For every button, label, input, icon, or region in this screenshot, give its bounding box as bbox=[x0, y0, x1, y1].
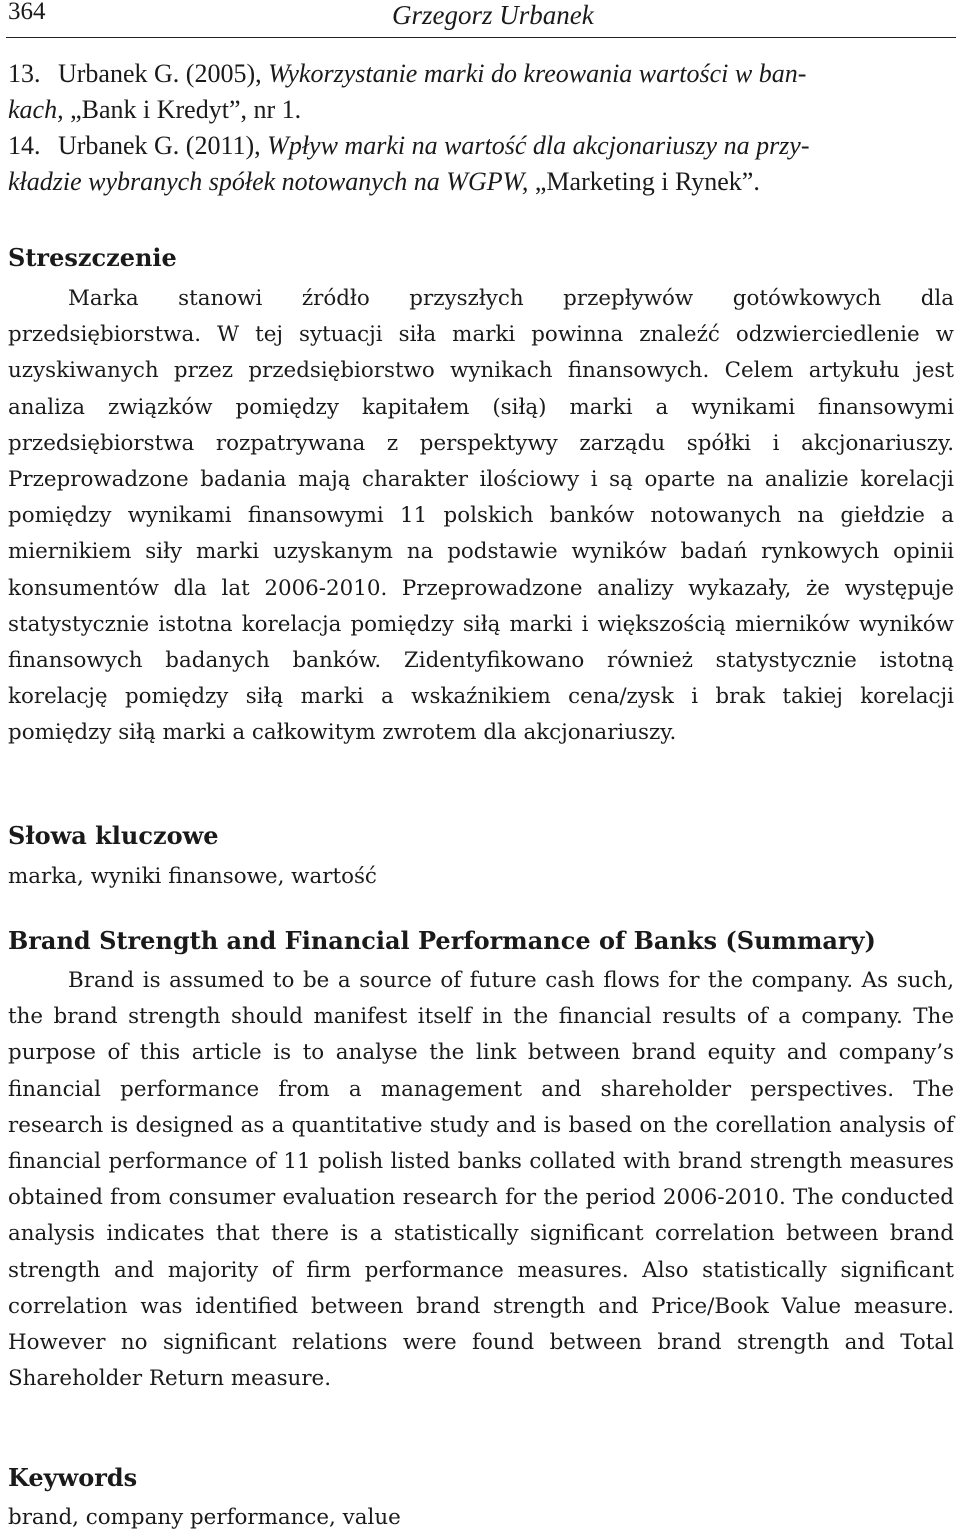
reference-authors: Urbanek G. (2005), bbox=[58, 59, 262, 88]
abstract-pl-text: Marka stanowi źródło przyszłych przepływów gotówkowych dla przedsiębiorstwa. W tej sytuacji siła marki powinna znaleźć odzwierciedlenie w uzyskiwanych przez przedsiębiorstwo wynikach finansowych. Celem artykułu jest analiza związków pomiędzy kapitałem (siłą) marki a wynikami finansowymi przedsiębiorstwa rozpatrywana z perspektywy zarządu spółki i akcjonariuszy. Przeprowadzone badania mają charakter ilościowy i są oparte na analizie korelacji pomiędzy wynikami finansowymi 11 polskich banków notowanych na giełdzie a miernikiem siły marki uzyskanym na podstawie wyników badań rynkowych opinii konsumentów dla lat 2006-2010. Przeprowadzone analizy wykazały, że występuje statystycznie istotna korelacja pomiędzy siłą marki i większością mierników wyników finansowych badanych banków. Zidentyfikowano również statystycznie istotną korelację pomiędzy siłą marki a wskaźnikiem cena/zysk i brak takiej korelacji pomiędzy siłą marki a całkowitym zwrotem dla akcjonariuszy. bbox=[8, 286, 954, 746]
keywords-pl-text: marka, wyniki finansowe, wartość bbox=[8, 864, 377, 889]
reference-authors: Urbanek G. (2011), bbox=[58, 131, 261, 160]
abstract-pl-heading: Streszczenie bbox=[8, 243, 177, 272]
reference-title-cont: kach, bbox=[8, 95, 64, 124]
keywords-en-heading: Keywords bbox=[8, 1463, 138, 1492]
reference-title-cont: kładzie wybranych spółek notowanych na WGPW, bbox=[8, 167, 529, 196]
reference-list bbox=[8, 56, 952, 200]
keywords-pl-heading: Słowa kluczowe bbox=[8, 821, 219, 850]
abstract-en-text: Brand is assumed to be a source of future cash flows for the company. As such, the brand strength should manifest itself in the financial results of a company. The purpose of this article is to analyse the link between brand equity and company’s financial performance from a management and shareholder perspectives. The research is designed as a quantitative study and is based on the corellation analysis of financial performance of 11 polish listed banks collated with brand strength measures obtained from consumer evaluation research for the period 2006-2010. The conducted analysis indicates that there is a statistically significant correlation between brand strength and majority of firm performance measures. Also statistically significant correlation was identified between brand strength and Price/Book Value measure. However no significant relations were found between brand strength and Total Shareholder Return measure. bbox=[8, 968, 954, 1392]
reference-number: 13. bbox=[8, 59, 41, 88]
reference-title: Wpływ marki na wartość dla akcjonariuszy na przy- bbox=[267, 131, 810, 160]
running-header-author: Grzegorz Urbanek bbox=[392, 0, 594, 30]
reference-item bbox=[8, 128, 952, 200]
header-rule bbox=[6, 37, 956, 38]
reference-item bbox=[8, 56, 952, 128]
page-number: 364 bbox=[8, 0, 46, 25]
reference-source: „Marketing i Rynek”. bbox=[534, 167, 760, 196]
reference-title: Wykorzystanie marki do kreowania wartości w ban- bbox=[268, 59, 807, 88]
reference-number: 14. bbox=[8, 131, 41, 160]
abstract-en-heading: Brand Strength and Financial Performance of Banks (Summary) bbox=[8, 926, 876, 955]
reference-source: „Bank i Kredyt”, nr 1. bbox=[70, 95, 302, 124]
keywords-en-text: brand, company performance, value bbox=[8, 1505, 401, 1530]
